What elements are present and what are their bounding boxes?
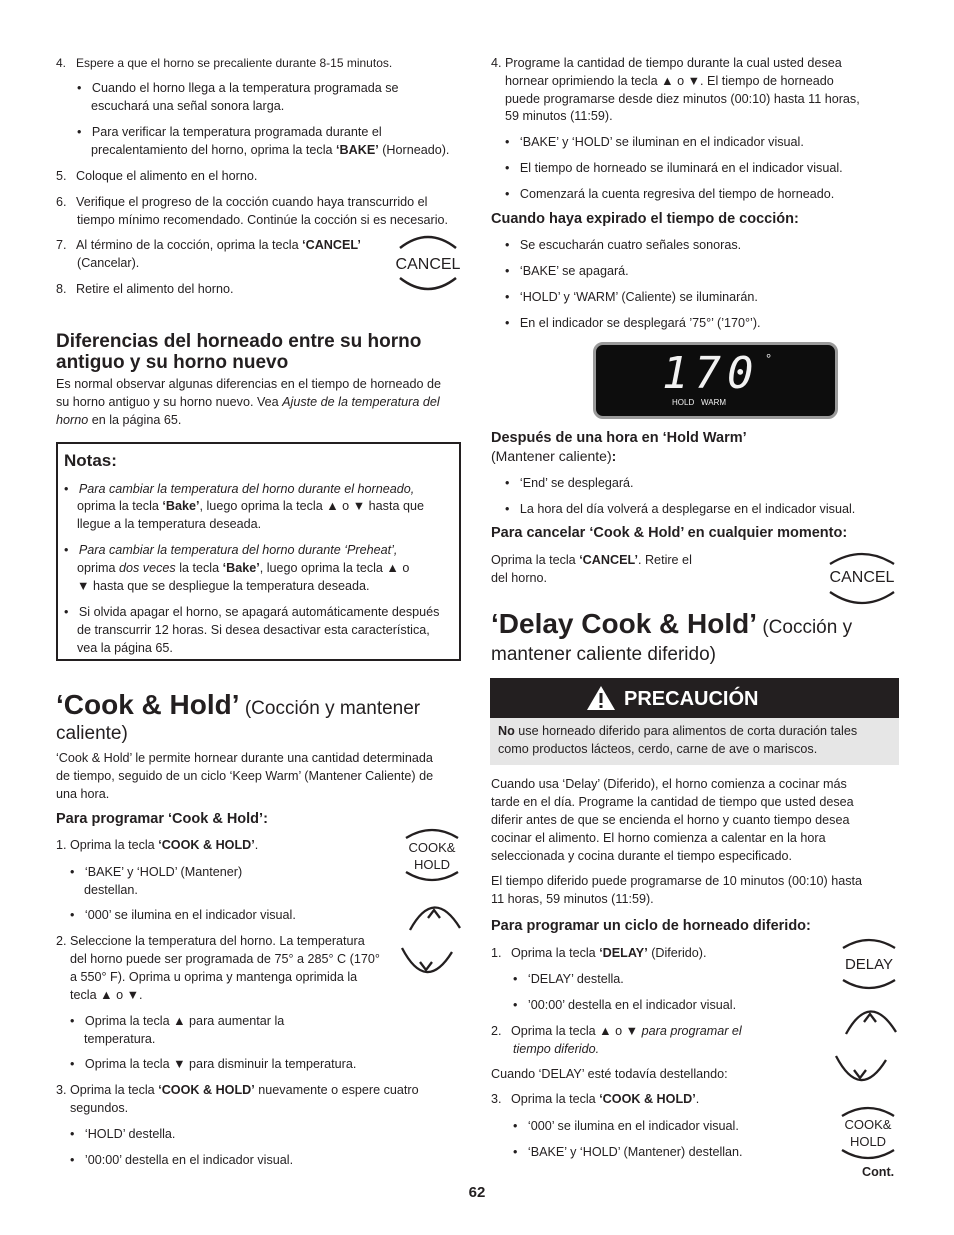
step-7-cont: (Cancelar). [77,256,140,270]
list-item: • Comenzará la cuenta regresiva del tiempo de horneado. [505,187,835,201]
paragraph: del horno. [491,571,548,585]
cook-hold-title: ‘Cook & Hold’ (Cocción y mantener [56,689,421,720]
step-1: 1. Oprima la tecla ‘COOK & HOLD’. [56,838,259,852]
list-item: • El tiempo de horneado se iluminará en el indicador visual. [505,161,843,175]
subheading-program-delay: Para programar un ciclo de horneado diferido: [491,918,811,934]
list-item: • Oprima la tecla ▼ para disminuir la temperatura. [70,1057,357,1071]
note-item: llegue a la temperatura deseada. [77,517,262,531]
caution-label: PRECAUCIÓN [624,688,759,710]
note-item: oprima la tecla ‘Bake’, luego oprima la tecla ▲ o ▼ hasta que [77,499,424,513]
paragraph: una hora. [56,787,110,801]
step-1: 1. Oprima la tecla ‘DELAY’ (Diferido). [491,946,707,960]
cook-hold-subtitle: caliente) [56,723,128,744]
paragraph: diferir antes de que se encienda el horno y cuanto tiempo desea [491,813,850,827]
step-4: 4. Espere a que el horno se precaliente durante 8-15 minutos. [56,56,393,70]
note-item: ▼ hasta que se despliegue la temperatura deseada. [77,579,370,593]
list-item: • ‘BAKE’ y ‘HOLD’ se iluminan en el indicador visual. [505,135,804,149]
up-arrow-key-icon [840,996,900,1040]
up-arrow-key-icon [404,892,464,936]
subheading-after-hold-warm: Después de una hora en ‘Hold Warm’ [491,430,747,446]
note-item: • Para cambiar la temperatura del horno durante ‘Preheat’, [64,543,398,557]
note-item: de transcurrir 12 horas. Si desea desactivar esta característica, [77,623,430,637]
subheading-time-expired: Cuando haya expirado el tiempo de cocción: [491,211,799,227]
list-item: • ‘BAKE’ y ‘HOLD’ (Mantener) [70,865,243,879]
svg-text:DELAY: DELAY [844,956,894,973]
list-item: • ‘BAKE’ se apagará. [505,264,629,278]
svg-text:HOLD: HOLD [849,1134,887,1149]
list-item: • En el indicador se desplegará ’75°’ (’170°’). [505,316,761,330]
step-2-cont: a 550° F). Oprima u oprima y mantenga oprimida la [70,970,358,984]
step-2-cont: tecla ▲ o ▼. [70,988,143,1002]
list-item: • ’00:00’ destella en el indicador visual. [513,998,737,1012]
oven-display [593,342,838,419]
svg-text:COOK&: COOK& [844,1117,892,1132]
step-4-cont: hornear oprimiendo la tecla ▲ o ▼. El tiempo de horneado [505,74,834,88]
subheading-after-hold-warm-cont: (Mantener caliente): [491,448,617,464]
note-item: • Si olvida apagar el horno, se apagará automáticamente después [64,605,440,619]
caution-text: No use horneado diferido para alimentos de corta duración tales [498,724,858,738]
subheading-program-cook-hold: Para programar ‘Cook & Hold’: [56,811,268,827]
step-6: 6. Verifique el progreso de la cocción cuando haya transcurrido el [56,195,428,209]
svg-text:CANCEL: CANCEL [829,569,895,586]
list-item: • Para verificar la temperatura programada durante el [77,125,382,139]
list-item: • ‘HOLD’ y ‘WARM’ (Caliente) se iluminarán. [505,290,758,304]
paragraph: ‘Cook & Hold’ le permite hornear durante una cantidad determinada [56,751,433,765]
svg-text:HOLD: HOLD [413,857,451,872]
delay-key-icon [838,936,900,992]
section-title-differences: Diferencias del horneado entre su horno [56,331,422,352]
paragraph: seleccionada y cocina durante el tiempo especificado. [491,849,793,863]
continued-label: Cont. [862,1165,895,1179]
list-item: • ‘DELAY’ destella. [513,972,624,986]
list-item: • ‘HOLD’ destella. [70,1127,176,1141]
subheading-cancel-anytime: Para cancelar ‘Cook & Hold’ en cualquier momento: [491,525,848,541]
list-item: • Se escucharán cuatro señales sonoras. [505,238,742,252]
down-arrow-key-icon [832,1050,892,1094]
note-item: • Para cambiar la temperatura del horno durante el horneado, [64,482,415,496]
list-item: temperatura. [84,1032,156,1046]
step-8: 8. Retire el alimento del horno. [56,282,234,296]
step-4: 4. Programe la cantidad de tiempo durante la cual usted desea [491,56,842,70]
paragraph: El tiempo diferido puede programarse de 10 minutos (00:10) hasta [491,874,863,888]
caution-text: como productos lácteos, cerdo, carne de ave o mariscos. [498,742,818,756]
list-item: destellan. [84,883,138,897]
step-2-cont: tiempo diferido. [513,1042,600,1056]
delay-cook-hold-title: ‘Delay Cook & Hold’ (Cocción y [491,608,853,639]
down-arrow-key-icon [398,942,458,986]
list-item: • Cuando el horno llega a la temperatura programada se [77,81,399,95]
delay-cook-hold-subtitle: mantener caliente diferido) [491,644,716,665]
step-4-cont: 59 minutos (11:59). [505,109,613,123]
paragraph: 11 horas, 59 minutos (11:59). [491,892,654,906]
display-warm-indicator: WARM [701,398,727,407]
paragraph: horno en la página 65. [56,413,182,427]
cook-hold-key-icon [400,826,464,884]
step-4-cont: puede programarse desde diez minutos (00:10) hasta 11 horas, [505,92,860,106]
section-title-differences-line2: antiguo y su horno nuevo [56,352,289,373]
list-item: • ‘000’ se ilumina en el indicador visual. [70,908,296,922]
step-5: 5. Coloque el alimento en el horno. [56,169,258,183]
paragraph: cocinar el alimento. El horno comienza a calentar en la hora [491,831,826,845]
step-3: 3. Oprima la tecla ‘COOK & HOLD’. [491,1092,700,1106]
cancel-key-icon [392,230,464,296]
paragraph: tarde en el día. Programe la cantidad de tiempo que usted desea [491,795,854,809]
step-7: 7. Al término de la cocción, oprima la tecla ‘CANCEL’ [56,238,361,252]
paragraph: Cuando usa ‘Delay’ (Diferido), el horno comienza a cocinar más [491,777,847,791]
note-item: vea la página 65. [77,641,173,655]
cancel-key-icon [826,548,898,610]
display-value: 170 [662,348,760,399]
warning-triangle-icon [585,684,617,712]
step-2: 2. Seleccione la temperatura del horno. La temperatura [56,934,365,948]
display-hold-indicator: HOLD [672,398,695,407]
list-item: precalentamiento del horno, oprima la tecla ‘BAKE’ (Horneado). [91,143,450,157]
step-3: 3. Oprima la tecla ‘COOK & HOLD’ nuevamente o espere cuatro [56,1083,419,1097]
svg-text:COOK&: COOK& [408,840,456,855]
list-item: • Oprima la tecla ▲ para aumentar la [70,1014,285,1028]
display-degree: ° [766,351,772,366]
paragraph: Oprima la tecla ‘CANCEL’. Retire el [491,553,692,567]
step-6-cont: tiempo mínimo recomendado. Continúe la cocción si es necesario. [77,213,449,227]
list-item: • ’00:00’ destella en el indicador visual. [70,1153,294,1167]
notes-title: Notas: [64,451,117,470]
paragraph: de tiempo, seguido de un ciclo ‘Keep Warm’ (Mantener Caliente) de [56,769,434,783]
paragraph: su horno antiguo y su horno nuevo. Vea Ajuste de la temperatura del [56,395,440,409]
list-item: • La hora del día volverá a desplegarse en el indicador visual. [505,502,856,516]
step-3-cont: segundos. [70,1101,129,1115]
list-item: • ‘BAKE’ y ‘HOLD’ (Mantener) destellan. [513,1145,743,1159]
svg-text:CANCEL: CANCEL [395,256,461,273]
page-number: 62 [468,1184,486,1201]
cook-hold-key-icon [836,1104,900,1162]
note-item: oprima dos veces la tecla ‘Bake’, luego oprima la tecla ▲ o [77,561,410,575]
list-item: • ‘000’ se ilumina en el indicador visual. [513,1119,739,1133]
paragraph: Cuando ‘DELAY’ esté todavía destellando: [491,1067,728,1081]
step-2: 2. Oprima la tecla ▲ o ▼ para programar el [491,1024,742,1038]
step-2-cont: del horno puede ser programada de 75° a 285° C (170° [70,952,380,966]
list-item: • ‘End’ se desplegará. [505,476,634,490]
list-item: escuchará una señal sonora larga. [91,99,285,113]
paragraph: Es normal observar algunas diferencias en el tiempo de horneado de [56,377,442,391]
